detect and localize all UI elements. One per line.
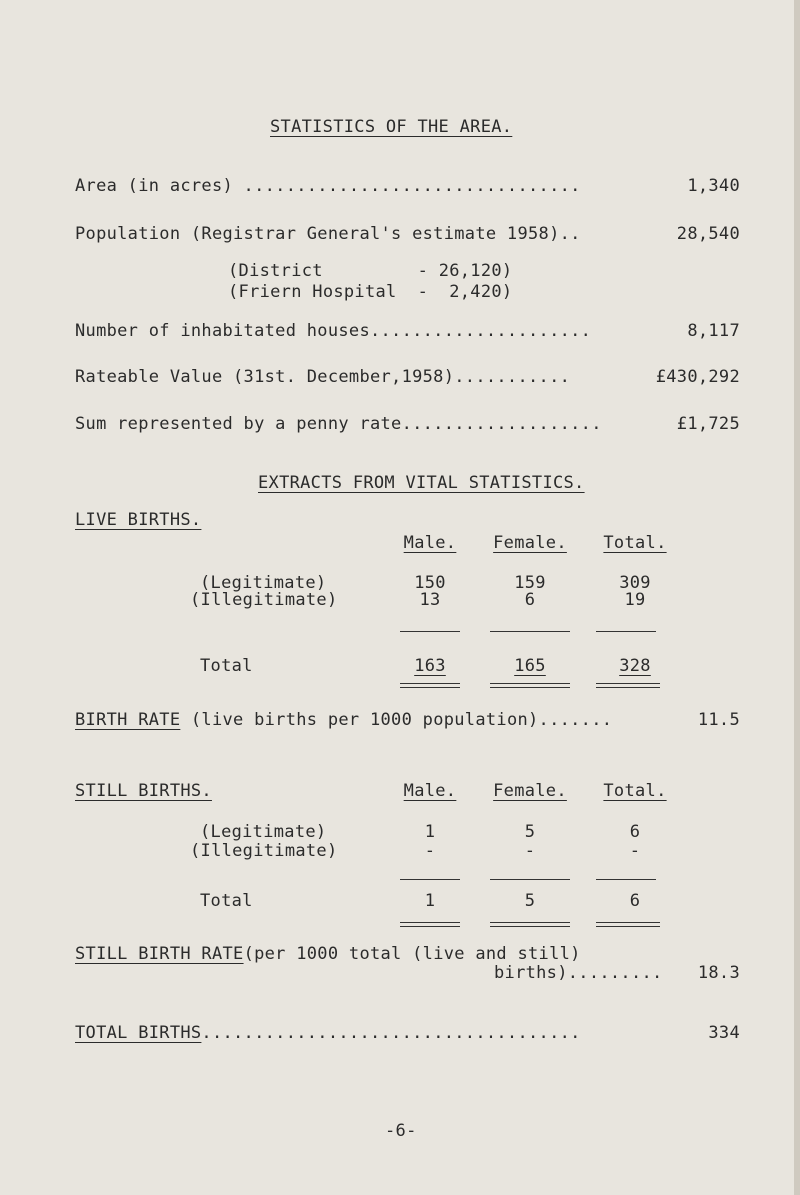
live-illegitimate-label: (Illegitimate) (190, 590, 338, 610)
still-total-label: Total (200, 891, 253, 911)
still-birth-rate-title: STILL BIRTH RATE (75, 944, 244, 964)
rateable-value: £430,292 (655, 367, 740, 387)
still-total-male: 1 (424, 891, 436, 911)
live-legitimate-male: 150 (414, 573, 446, 593)
houses-value: 8,117 (687, 321, 740, 341)
total-births-title: TOTAL BIRTHS (75, 1023, 202, 1043)
still-birth-rate-label: (per 1000 total (live and still) (243, 944, 581, 964)
area-value: 1,340 (687, 176, 740, 196)
birth-rate-value: 11.5 (697, 710, 740, 730)
page-number: -6- (385, 1121, 417, 1141)
live-births-title: LIVE BIRTHS. (75, 510, 202, 530)
page-edge (794, 0, 800, 1195)
live-total-male: 163 (414, 656, 446, 676)
still-illegitimate-total: - (629, 841, 641, 861)
still-legitimate-male: 1 (424, 822, 436, 842)
area-label: Area (in acres) ................................ (75, 176, 581, 196)
birth-rate-label: (live births per 1000 population)....... (180, 710, 613, 730)
still-legitimate-female: 5 (524, 822, 536, 842)
live-male-double-rule-2 (400, 687, 460, 688)
friern-hospital-population: (Friern Hospital - 2,420) (228, 282, 513, 302)
live-total-label: Total (200, 656, 253, 676)
live-total-subtotal-rule (596, 631, 656, 632)
still-male-double-rule-2 (400, 926, 460, 927)
still-total-total: 6 (629, 891, 641, 911)
birth-rate-row (75, 710, 612, 730)
houses-label: Number of inhabitated houses..................... (75, 321, 592, 341)
extracts-heading: EXTRACTS FROM VITAL STATISTICS. (258, 473, 585, 493)
still-total-subtotal-rule (596, 879, 656, 880)
live-female-double-rule-2 (490, 687, 570, 688)
live-female-subtotal-rule (490, 631, 570, 632)
total-births-dots: .................................... (201, 1023, 581, 1043)
live-legitimate-total: 309 (619, 573, 651, 593)
live-female-double-rule-1 (490, 683, 570, 684)
rateable-value-label: Rateable Value (31st. December,1958)........... (75, 367, 571, 387)
still-illegitimate-male: - (424, 841, 436, 861)
live-male-double-rule-1 (400, 683, 460, 684)
live-total-female: 165 (514, 656, 546, 676)
still-illegitimate-female: - (524, 841, 536, 861)
live-illegitimate-total: 19 (624, 590, 646, 610)
live-legitimate-label: (Legitimate) (200, 573, 327, 593)
still-female-subtotal-rule (490, 879, 570, 880)
live-total-total: 328 (619, 656, 651, 676)
still-female-double-rule-2 (490, 926, 570, 927)
still-legitimate-label: (Legitimate) (200, 822, 327, 842)
live-total-double-rule-2 (596, 687, 660, 688)
population-label: Population (Registrar General's estimate 1958).. (75, 224, 581, 244)
penny-rate-label: Sum represented by a penny rate................... (75, 414, 602, 434)
penny-rate-value: £1,725 (676, 414, 740, 434)
still-birth-rate-row (75, 944, 581, 964)
live-legitimate-female: 159 (514, 573, 546, 593)
district-population: (District - 26,120) (228, 261, 513, 281)
total-births-row (75, 1023, 581, 1043)
population-value: 28,540 (676, 224, 740, 244)
still-births-female-header: Female. (493, 781, 567, 801)
live-illegitimate-female: 6 (524, 590, 536, 610)
live-births-male-header: Male. (403, 533, 457, 553)
still-total-double-rule-1 (596, 922, 660, 923)
still-birth-rate-value: 18.3 (697, 963, 740, 983)
live-illegitimate-male: 13 (419, 590, 441, 610)
still-births-male-header: Male. (403, 781, 457, 801)
still-illegitimate-label: (Illegitimate) (190, 841, 338, 861)
page-heading: STATISTICS OF THE AREA. (270, 117, 513, 137)
still-male-subtotal-rule (400, 879, 460, 880)
live-male-subtotal-rule (400, 631, 460, 632)
total-births-value: 334 (708, 1023, 740, 1043)
still-births-total-header: Total. (603, 781, 667, 801)
live-total-double-rule-1 (596, 683, 660, 684)
still-births-title: STILL BIRTHS. (75, 781, 212, 801)
live-births-female-header: Female. (493, 533, 567, 553)
still-total-double-rule-2 (596, 926, 660, 927)
still-total-female: 5 (524, 891, 536, 911)
still-female-double-rule-1 (490, 922, 570, 923)
still-male-double-rule-1 (400, 922, 460, 923)
live-births-total-header: Total. (603, 533, 667, 553)
still-birth-rate-label-cont: births)......... (494, 963, 663, 983)
birth-rate-title: BIRTH RATE (75, 710, 181, 730)
still-legitimate-total: 6 (629, 822, 641, 842)
